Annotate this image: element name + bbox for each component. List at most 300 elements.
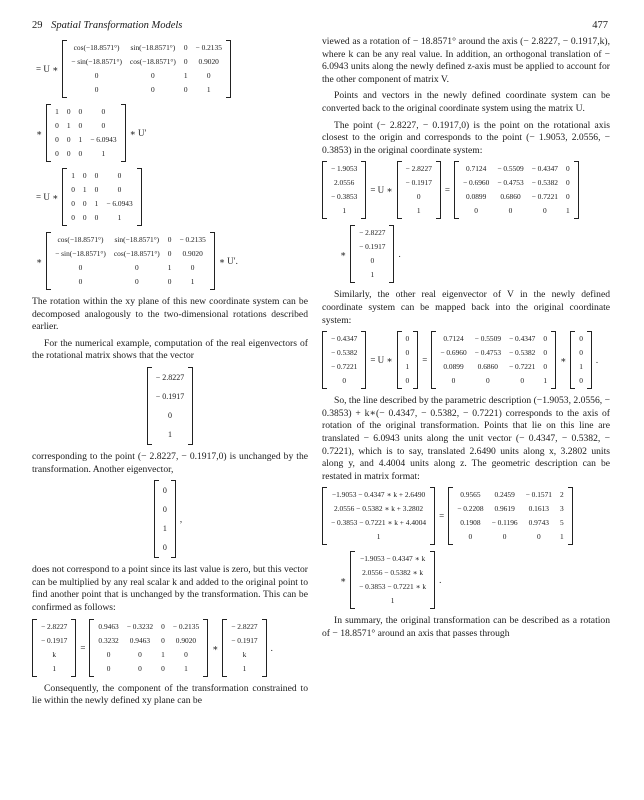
vector-row xyxy=(327,530,430,544)
matrix-cell: − 0.3232 xyxy=(126,621,154,631)
matrix-cell: 5 xyxy=(559,518,564,528)
matrix-cell: 0 xyxy=(94,185,99,194)
matrix-cell: 0 xyxy=(151,85,155,94)
matrix-cell: 0 xyxy=(474,206,478,216)
vector-table xyxy=(327,332,361,388)
matrix-cell: 0 xyxy=(485,376,490,386)
vector xyxy=(397,331,419,389)
matrix-cell: 0.9020 xyxy=(175,635,197,645)
matrix-cell: 0 xyxy=(106,663,111,673)
vector-row xyxy=(402,204,436,218)
matrix-cell: − 0.4347 xyxy=(531,164,558,174)
vector-row xyxy=(355,226,389,240)
star-operator: ∗ xyxy=(340,575,347,586)
vector-row xyxy=(575,374,587,388)
vector-cell: 2.0556 − 0.5382 ∗ k + 3.2802 xyxy=(334,504,424,514)
matrix-cell: 0.9020 xyxy=(198,57,219,66)
vector xyxy=(397,161,441,219)
equals-operator: = xyxy=(444,185,450,196)
matrix-cell: 0 xyxy=(167,235,172,244)
matrix-cell: 1 xyxy=(161,649,165,659)
matrix-cell: 0 xyxy=(138,649,142,659)
matrix-cell: 2 xyxy=(559,490,564,500)
vector-row xyxy=(227,648,261,662)
matrix-cell: 0 xyxy=(183,85,188,94)
vector-table xyxy=(402,332,414,388)
vector-table xyxy=(159,481,171,557)
matrix-row xyxy=(94,648,203,662)
matrix-table xyxy=(94,620,203,676)
vector-row xyxy=(159,500,171,519)
matrix-cell: 0 xyxy=(183,43,188,52)
matrix-cell: sin(−18.8571°) xyxy=(130,43,176,52)
dot: . xyxy=(270,642,273,653)
vector-table xyxy=(402,162,436,218)
matrix-row xyxy=(436,360,551,374)
vector-cell: k xyxy=(52,649,57,659)
vector-row xyxy=(355,268,389,282)
matrix-cell: 1 xyxy=(66,121,71,130)
left-column xyxy=(32,36,308,712)
matrix-cell: cos(−18.8571°) xyxy=(129,57,176,66)
matrix-row xyxy=(51,247,210,261)
matrix-cell: 0 xyxy=(161,621,165,631)
matrix xyxy=(46,104,125,162)
paragraph: Consequently, the component of the transformation constrained to lie within the newly defined xy plane can be xyxy=(32,682,308,707)
vector-row xyxy=(402,360,414,374)
matrix-cell: 0 xyxy=(101,121,106,130)
matrix-cell: 0 xyxy=(566,164,570,174)
matrix-cell: 1 xyxy=(559,532,564,542)
matrix-cell: 0 xyxy=(543,348,548,358)
matrix-cell: 0.9463 xyxy=(129,635,151,645)
matrix-cell: 0 xyxy=(66,149,71,158)
vector-cell: 1 xyxy=(390,596,395,606)
matrix-table xyxy=(453,488,567,544)
vector-row xyxy=(327,332,361,346)
matrix-cell: 0 xyxy=(468,532,473,542)
equation-1 xyxy=(32,40,308,98)
equation-7-continued xyxy=(336,551,610,609)
paragraph: So, the line described by the parametric description (−1.9053, 2.0556, − 0.3853) + k∗(− 0.4347, − 0.5382, − 0.7221) corresponds to the axis of rotation of the original transformation. Points that lie on this line are translated − 6.0943 units along the unit vector (− 0.4347, − 0.5382, − 0.7221), which is to say, translated 2.6490 units along x, 3.2802 units along y, and 4.4004 units along z. The geometric description can be restated in matrix format: xyxy=(322,395,610,482)
vector-row xyxy=(402,190,436,204)
matrix-cell: 0.6860 xyxy=(477,362,498,372)
matrix-cell: − 0.7221 xyxy=(509,362,536,372)
matrix-cell: − 0.2135 xyxy=(195,43,222,52)
vector-cell: 2.0556 − 0.5382 ∗ k xyxy=(362,568,424,578)
paragraph: Points and vectors in the newly defined coordinate system can be converted back to the original coordinate system using the matrix U. xyxy=(322,90,610,114)
vector-cell: 0 xyxy=(342,376,347,386)
matrix-row xyxy=(453,502,567,516)
vector-cell: 0 xyxy=(162,486,167,496)
vector-row xyxy=(227,662,261,676)
vector-row xyxy=(327,204,361,218)
matrix-cell: 1 xyxy=(566,206,570,216)
vector-cell: 0 xyxy=(579,334,583,344)
matrix-row xyxy=(67,41,226,55)
matrix-row xyxy=(51,261,210,275)
matrix-cell: 0 xyxy=(190,263,195,272)
vector-cell: 0 xyxy=(405,376,410,386)
matrix-cell: 0 xyxy=(542,206,547,216)
matrix-table xyxy=(436,332,551,388)
star-operator: ∗ xyxy=(212,642,219,653)
paragraph: corresponding to the point (− 2.8227, − 0.1917,0) is unchanged by the transformation. Another eigenvector, xyxy=(32,450,308,475)
right-column xyxy=(322,36,610,644)
vector-cell: 1 xyxy=(416,206,421,216)
matrix-table xyxy=(459,162,574,218)
matrix-cell: − 0.2135 xyxy=(179,235,206,244)
star-operator: ∗ xyxy=(340,249,347,260)
vector-cell: 0 xyxy=(579,376,583,386)
matrix-cell: 0 xyxy=(134,263,139,272)
matrix-cell: cos(−18.8571°) xyxy=(113,249,160,258)
matrix-cell: − 0.7221 xyxy=(531,192,558,202)
matrix xyxy=(454,161,579,219)
vector-cell: 0 xyxy=(370,256,375,266)
matrix-cell: − 0.4753 xyxy=(497,178,524,188)
equals-operator: = xyxy=(422,355,428,366)
matrix-cell: 0 xyxy=(55,121,59,130)
vector-cell: 0 xyxy=(167,410,172,420)
vector-row xyxy=(327,190,361,204)
matrix-row xyxy=(67,197,136,211)
matrix-cell: 0 xyxy=(82,171,87,180)
vector-cell: − 0.4347 xyxy=(331,334,358,344)
matrix-cell: 0 xyxy=(94,71,99,80)
matrix-row xyxy=(453,488,567,502)
vector-row xyxy=(355,254,389,268)
vector-row xyxy=(327,502,430,516)
star-operator: ∗ xyxy=(560,355,567,366)
vector-row xyxy=(355,240,389,254)
matrix-cell: 0 xyxy=(94,171,99,180)
vector-row xyxy=(227,634,261,648)
matrix-row xyxy=(459,204,574,218)
vector-cell: − 0.1917 xyxy=(41,635,68,645)
vector-row xyxy=(37,620,71,634)
vector-cell: − 0.5382 xyxy=(331,348,358,358)
vector-cell: − 0.1917 xyxy=(231,635,258,645)
matrix-cell: − 0.5509 xyxy=(474,334,502,344)
vector-eigen-1 xyxy=(32,367,308,445)
vector-row xyxy=(327,360,361,374)
matrix xyxy=(62,168,141,226)
vector-cell: − 0.3853 − 0.7221 ∗ k xyxy=(359,582,427,592)
equation-3a xyxy=(32,168,308,226)
vector-cell: − 2.8227 xyxy=(155,372,185,382)
matrix-cell: 0 xyxy=(117,185,122,194)
matrix-cell: 0 xyxy=(71,199,75,208)
matrix-row xyxy=(94,662,203,676)
matrix-cell: 0.7124 xyxy=(443,334,464,344)
vector-row xyxy=(152,368,189,387)
matrix-cell: − 0.1571 xyxy=(525,490,552,500)
matrix-row xyxy=(51,147,120,161)
paragraph: The rotation within the xy plane of this new coordinate system can be decomposed analogously to the two-dimensional rotations described earlier. xyxy=(32,296,308,333)
vector-cell: 0 xyxy=(579,348,583,358)
vector-cell: 1 xyxy=(405,362,410,372)
matrix-cell: 0 xyxy=(101,107,106,116)
equals-u-operator: = U ∗ xyxy=(370,355,393,366)
vector xyxy=(570,331,592,389)
matrix-row xyxy=(67,211,136,225)
matrix-cell: 0 xyxy=(66,135,71,144)
equation-3b xyxy=(32,232,308,290)
matrix-row xyxy=(51,275,210,289)
matrix-cell: 0.2459 xyxy=(494,490,515,500)
vector-table xyxy=(355,226,389,282)
comma: , xyxy=(179,513,183,524)
star-operator: ∗ xyxy=(36,255,43,266)
matrix-cell: 0.0899 xyxy=(465,192,487,202)
equals-u-operator: = U ∗ xyxy=(36,191,59,202)
vector-eigen-2 xyxy=(32,480,308,558)
matrix-cell: 1 xyxy=(117,213,122,222)
vector-cell: − 2.8227 xyxy=(405,164,432,174)
dot: . xyxy=(439,575,442,586)
vector-cell: − 2.8227 xyxy=(359,228,386,238)
paragraph: For the numerical example, computation of the real eigenvectors of the rotational matrix shows that the vector xyxy=(32,337,308,362)
matrix-cell: 0 xyxy=(161,635,165,645)
page-number: 477 xyxy=(592,20,608,31)
matrix-cell: 0.6860 xyxy=(500,192,521,202)
vector-cell: 1 xyxy=(162,524,167,534)
vector-row xyxy=(402,346,414,360)
matrix-cell: 1 xyxy=(78,135,83,144)
matrix-cell: − 0.1196 xyxy=(491,518,518,528)
matrix-cell: 1 xyxy=(55,107,59,116)
vector-row xyxy=(402,162,436,176)
matrix-cell: 0.3232 xyxy=(98,635,119,645)
vector-cell: − 0.1917 xyxy=(359,242,386,252)
matrix-cell: 0.7124 xyxy=(465,164,487,174)
chapter-number: 29 xyxy=(32,20,43,31)
vector-cell: 0 xyxy=(405,348,410,358)
vector-cell: − 1.9053 xyxy=(331,164,358,174)
matrix-row xyxy=(453,516,567,530)
paragraph: In summary, the original transformation can be described as a rotation of − 18.8571° around an axis that passes through xyxy=(322,615,610,639)
matrix-cell: 0 xyxy=(82,213,87,222)
equation-6 xyxy=(322,331,610,389)
vector-cell: − 0.3853 − 0.7221 ∗ k + 4.4004 xyxy=(331,518,427,528)
vector-cell: 1 xyxy=(579,362,583,372)
matrix-cell: 0.1613 xyxy=(528,504,549,514)
matrix-cell: 1 xyxy=(101,149,106,158)
matrix-cell: 1 xyxy=(183,71,188,80)
matrix-table xyxy=(51,105,120,161)
equation-5-continued xyxy=(336,225,610,283)
matrix-cell: 3 xyxy=(559,504,564,514)
matrix-row xyxy=(51,133,120,147)
matrix-cell: 0.0899 xyxy=(443,362,464,372)
vector-cell: − 2.8227 xyxy=(231,621,258,631)
matrix-cell: 1 xyxy=(190,277,195,286)
matrix-row xyxy=(459,190,574,204)
vector xyxy=(147,367,194,445)
vector-cell: 0 xyxy=(162,543,167,553)
matrix-table xyxy=(51,233,210,289)
matrix-cell: 0 xyxy=(71,213,75,222)
matrix-cell: 0 xyxy=(82,199,87,208)
vector-row xyxy=(159,519,171,538)
matrix-cell: 0 xyxy=(543,362,548,372)
matrix-row xyxy=(436,374,551,388)
vector-cell: − 0.3853 xyxy=(331,192,358,202)
matrix-cell: 0 xyxy=(151,71,155,80)
vector-row xyxy=(327,162,361,176)
vector-table xyxy=(327,488,430,544)
matrix-cell: 0.1908 xyxy=(460,518,481,528)
matrix-cell: 1 xyxy=(167,263,172,272)
matrix-cell: − 0.5382 xyxy=(531,178,558,188)
paragraph: Similarly, the other real eigenvector of V in the newly defined coordinate system can be mapped back into the original coordinate system: xyxy=(322,289,610,326)
vector-row xyxy=(402,176,436,190)
matrix-row xyxy=(67,69,226,83)
matrix-cell: − 0.4347 xyxy=(509,334,536,344)
matrix-cell: 0 xyxy=(71,185,75,194)
matrix-cell: 0 xyxy=(106,649,111,659)
vector-row xyxy=(159,481,171,500)
dot: . xyxy=(398,249,401,260)
matrix-cell: − 0.6960 xyxy=(440,348,467,358)
paragraph: does not correspond to a point since its last value is zero, but this vector can be multiplied by any real scalar k and added to the original point to find another point that is unchanged by the transformation. This can be confirmed as follows: xyxy=(32,564,308,613)
vector-cell: − 0.1917 xyxy=(155,391,185,401)
matrix-cell: − 0.2208 xyxy=(457,504,484,514)
matrix-cell: − 6.0943 xyxy=(106,199,133,208)
vector-row xyxy=(327,374,361,388)
matrix-cell: 0 xyxy=(543,334,548,344)
matrix-row xyxy=(51,119,120,133)
matrix-cell: 1 xyxy=(71,171,75,180)
matrix-row xyxy=(51,233,210,247)
matrix-cell: 0 xyxy=(55,135,59,144)
matrix-cell: 0 xyxy=(78,277,83,286)
vector-row xyxy=(575,332,587,346)
vector-row xyxy=(152,406,189,425)
vector-row xyxy=(327,516,430,530)
matrix-cell: 0 xyxy=(520,376,525,386)
matrix-cell: 0 xyxy=(508,206,513,216)
matrix-cell: − 0.4753 xyxy=(474,348,502,358)
matrix-row xyxy=(436,346,551,360)
vector-row xyxy=(402,374,414,388)
vector-row xyxy=(227,620,261,634)
matrix-cell: 0 xyxy=(78,149,83,158)
vector-row xyxy=(37,648,71,662)
matrix-row xyxy=(94,634,203,648)
equation-5 xyxy=(322,161,610,219)
matrix-cell: cos(−18.8571°) xyxy=(73,43,120,52)
chapter-title: Spatial Transformation Models xyxy=(51,20,183,31)
vector-row xyxy=(37,634,71,648)
vector-cell: − 0.1917 xyxy=(405,178,432,188)
running-header xyxy=(32,20,608,34)
vector-cell: −1.9053 − 0.4347 ∗ k xyxy=(360,554,426,564)
matrix-cell: 0 xyxy=(78,263,83,272)
matrix-table xyxy=(67,169,136,225)
vector-row xyxy=(159,538,171,557)
vector-cell: 1 xyxy=(242,663,247,673)
vector-cell: 0 xyxy=(416,192,421,202)
vector-row xyxy=(327,176,361,190)
matrix-cell: − 0.2135 xyxy=(172,621,200,631)
vector xyxy=(350,225,394,283)
matrix-cell: 0 xyxy=(184,649,188,659)
vector xyxy=(322,487,435,545)
vector-cell: k xyxy=(242,649,247,659)
matrix-cell: 0 xyxy=(78,107,83,116)
matrix-cell: 1 xyxy=(206,85,211,94)
matrix-cell: 1 xyxy=(94,199,99,208)
paragraph: viewed as a rotation of − 18.8571° around the axis (− 2.8227, − 0.1917,k), where k can be any real value. In addition, an orthogonal translation of − 6.0943 units along the newly defined z-axis must be applied to account for the other component of matrix V. xyxy=(322,36,610,85)
star-u-prime-operator: ∗ U′ xyxy=(129,127,147,138)
vector-table xyxy=(355,552,430,608)
matrix-row xyxy=(51,105,120,119)
vector-cell: 1 xyxy=(342,206,347,216)
matrix-cell: 0 xyxy=(94,213,99,222)
matrix-cell: − sin(−18.8571°) xyxy=(71,57,122,66)
vector-cell: 0 xyxy=(162,505,167,515)
matrix-cell: 0.9020 xyxy=(182,249,203,258)
vector xyxy=(322,161,366,219)
equals-u-operator: = U ∗ xyxy=(370,185,393,196)
vector xyxy=(222,619,266,677)
vector xyxy=(350,551,435,609)
matrix-row xyxy=(67,169,136,183)
matrix-row xyxy=(436,332,551,346)
matrix-row xyxy=(67,55,226,69)
matrix xyxy=(89,619,208,677)
matrix xyxy=(62,40,231,98)
vector-cell: 0 xyxy=(405,334,410,344)
matrix-cell: cos(−18.8571°) xyxy=(57,235,104,244)
vector-cell: − 2.8227 xyxy=(41,621,68,631)
matrix-cell: − 0.6960 xyxy=(462,178,490,188)
vector-row xyxy=(355,552,430,566)
vector-cell: 1 xyxy=(370,270,375,280)
vector-table xyxy=(575,332,587,388)
matrix-cell: 0 xyxy=(502,532,507,542)
equals-u-operator: = U ∗ xyxy=(36,63,59,74)
vector-cell: −1.9053 − 0.4347 ∗ k + 2.6490 xyxy=(331,490,426,500)
vector-row xyxy=(575,360,587,374)
matrix-cell: 0 xyxy=(138,663,142,673)
matrix-cell: 0.9619 xyxy=(494,504,515,514)
matrix-cell: 0 xyxy=(167,277,172,286)
vector-row xyxy=(327,488,430,502)
matrix-cell: 0 xyxy=(94,85,99,94)
matrix-row xyxy=(453,530,567,544)
matrix-cell: 0 xyxy=(536,532,541,542)
vector-row xyxy=(355,580,430,594)
star-operator: ∗ xyxy=(36,127,43,138)
matrix-cell: 0 xyxy=(55,149,59,158)
matrix-cell: 0.9565 xyxy=(460,490,481,500)
vector-table xyxy=(227,620,261,676)
vector-table xyxy=(327,162,361,218)
matrix-cell: 0 xyxy=(161,663,165,673)
matrix-cell: − 0.5382 xyxy=(509,348,536,358)
star-u-prime-operator: ∗ U′. xyxy=(218,255,238,266)
matrix-cell: 0 xyxy=(451,376,456,386)
matrix-cell: 1 xyxy=(184,663,188,673)
matrix-row xyxy=(459,162,574,176)
matrix-cell: 0 xyxy=(183,57,188,66)
matrix-cell: 0.9743 xyxy=(528,518,549,528)
matrix-row xyxy=(67,183,136,197)
vector-row xyxy=(37,662,71,676)
